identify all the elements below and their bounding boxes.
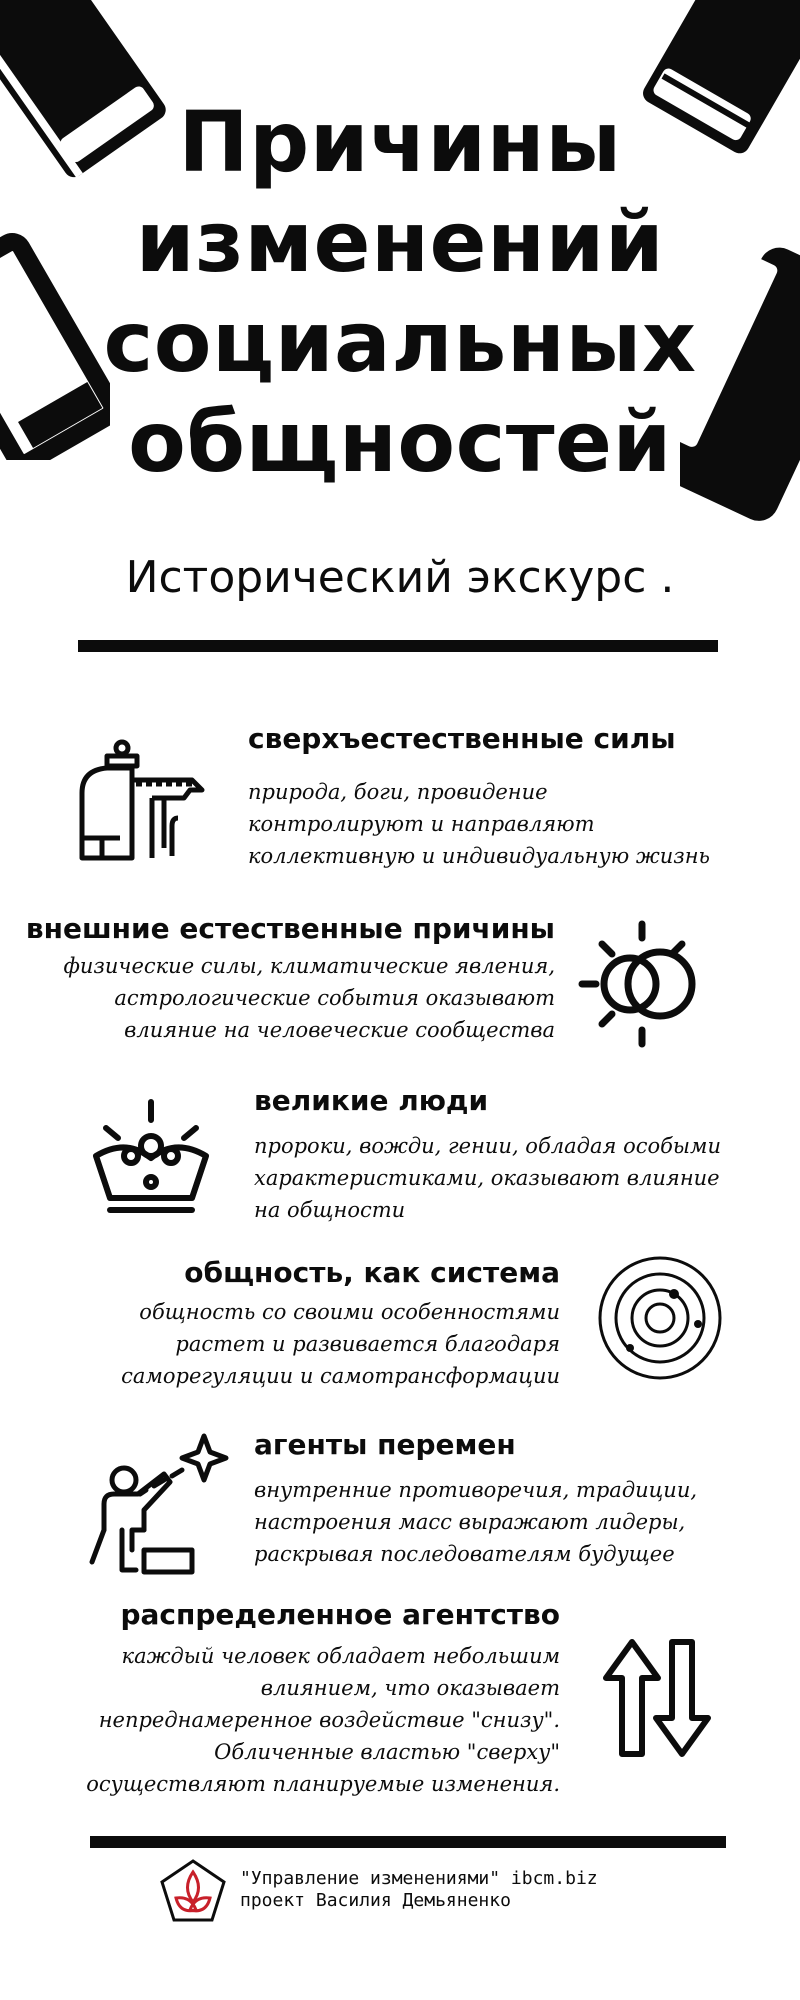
section-text: пророки, вожди, гении, обладая особыми характеристиками, оказывают влияние на общности	[254, 1134, 721, 1222]
title-line: социальных	[103, 293, 697, 391]
logo-icon	[158, 1858, 228, 1924]
page-title	[60, 92, 740, 492]
section-text: природа, боги, провидение контролируют и направляют коллективную и индивидуальную жизнь	[248, 780, 710, 868]
section-heading: агенты перемен	[254, 1428, 516, 1461]
section-heading: распределенное агентство	[120, 1598, 560, 1631]
title-line: Причины	[178, 93, 622, 191]
visionary-star-icon	[84, 1430, 234, 1580]
section-text: общность со своими особенностями растет и развивается благодаря саморегуляции и самотрансформации	[121, 1300, 560, 1388]
divider	[78, 640, 718, 652]
section-text: физические силы, климатические явления, астрологические события оказывают влияние на человеческие сообщества	[63, 954, 555, 1042]
title-line: изменений	[135, 193, 665, 291]
section-text: каждый человек обладает небольшим влиянием, что оказывает непреднамеренное воздействие "снизу". Обличенные властью "сверху" осуществляют планируемые изменения.	[86, 1644, 560, 1796]
orbit-icon	[596, 1254, 724, 1382]
footer-line: проект Василия Демьяненко	[240, 1890, 511, 1911]
footer-line: "Управление изменениями" ibcm.biz	[240, 1868, 598, 1889]
oil-pump-icon	[72, 738, 212, 868]
section-text: внутренние противоречия, традиции, настроения масс выражают лидеры, раскрывая последователям будущее	[254, 1478, 698, 1566]
divider	[90, 1836, 726, 1848]
subtitle: Исторический экскурс .	[125, 552, 675, 603]
footer-credit	[240, 1868, 598, 1912]
section-heading: общность, как система	[184, 1256, 560, 1289]
section-heading: сверхъестественные силы	[248, 722, 676, 755]
crown-icon	[86, 1098, 216, 1228]
title-line: общностей	[128, 393, 672, 491]
sun-eclipse-icon	[572, 918, 712, 1058]
up-down-arrows-icon	[602, 1638, 712, 1758]
section-heading: великие люди	[254, 1084, 489, 1117]
section-heading: внешние естественные причины	[25, 912, 555, 945]
